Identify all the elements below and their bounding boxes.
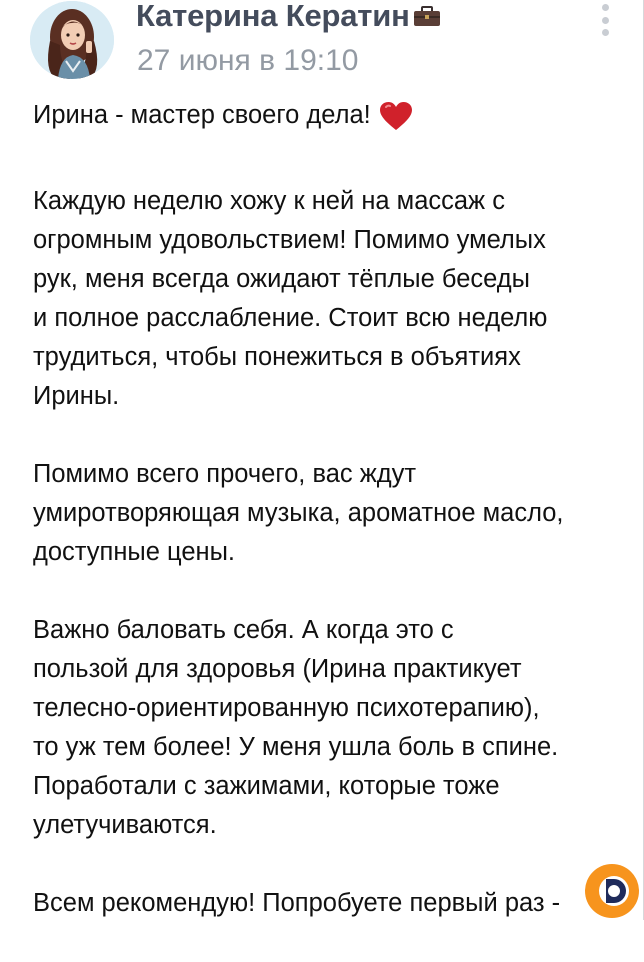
post-text [33, 96, 625, 962]
post-paragraph [33, 455, 625, 572]
more-options-button[interactable] [594, 4, 616, 36]
avatar[interactable] [30, 1, 114, 79]
post-text-line: Поработали с зажимами, которые тоже [33, 772, 500, 800]
red-heart-icon [379, 101, 413, 143]
post-text-line: Ирины. [33, 382, 120, 410]
post-text-line: рук, меня всегда ожидают тёплые беседы [33, 265, 530, 293]
post-text-line: умиротворяющая музыка, ароматное масло, [33, 499, 564, 527]
more-vertical-icon-dot [602, 4, 609, 11]
post-text-line: огромным удовольствием! Помимо умелых [33, 226, 546, 254]
post-text-line: пользой для здоровья (Ирина практикует [33, 655, 522, 683]
post-timestamp[interactable]: 27 июня в 19:10 [137, 44, 359, 77]
post-text-line: то уж тем более! У меня ушла боль в спине. [33, 733, 559, 761]
post-text-line: доступные цены. [33, 538, 236, 566]
avatar-illustration [30, 1, 114, 79]
post-paragraph [33, 884, 625, 923]
post-text-line: трудиться, чтобы понежиться в объятиях [33, 343, 521, 371]
more-vertical-icon-dot [602, 17, 609, 24]
more-vertical-icon-dot [602, 29, 609, 36]
post-text-line: Каждую неделю хожу к ней на массаж с [33, 187, 505, 215]
post-text-line: Помимо всего прочего, вас ждут [33, 460, 417, 488]
post-text-line: телесно-ориентированную психотерапию), [33, 694, 540, 722]
post-paragraph [33, 96, 625, 143]
briefcase-icon [412, 5, 442, 27]
post-text-line: Всем рекомендую! Попробуете первый раз - [33, 889, 561, 917]
author-row [136, 0, 442, 34]
post-paragraph [33, 182, 625, 416]
post-text-line: улетучиваются. [33, 811, 217, 839]
post-text-line: и полное расслабление. Стоит всю неделю [33, 304, 548, 332]
post-text-line: Ирина - мастер своего дела! [33, 96, 625, 143]
orange-circle-logo-icon [582, 862, 642, 920]
post-text-line: Важно баловать себя. А когда это с [33, 616, 454, 644]
post-paragraph [33, 611, 625, 845]
author-name[interactable]: Катерина Кератин [136, 0, 410, 33]
